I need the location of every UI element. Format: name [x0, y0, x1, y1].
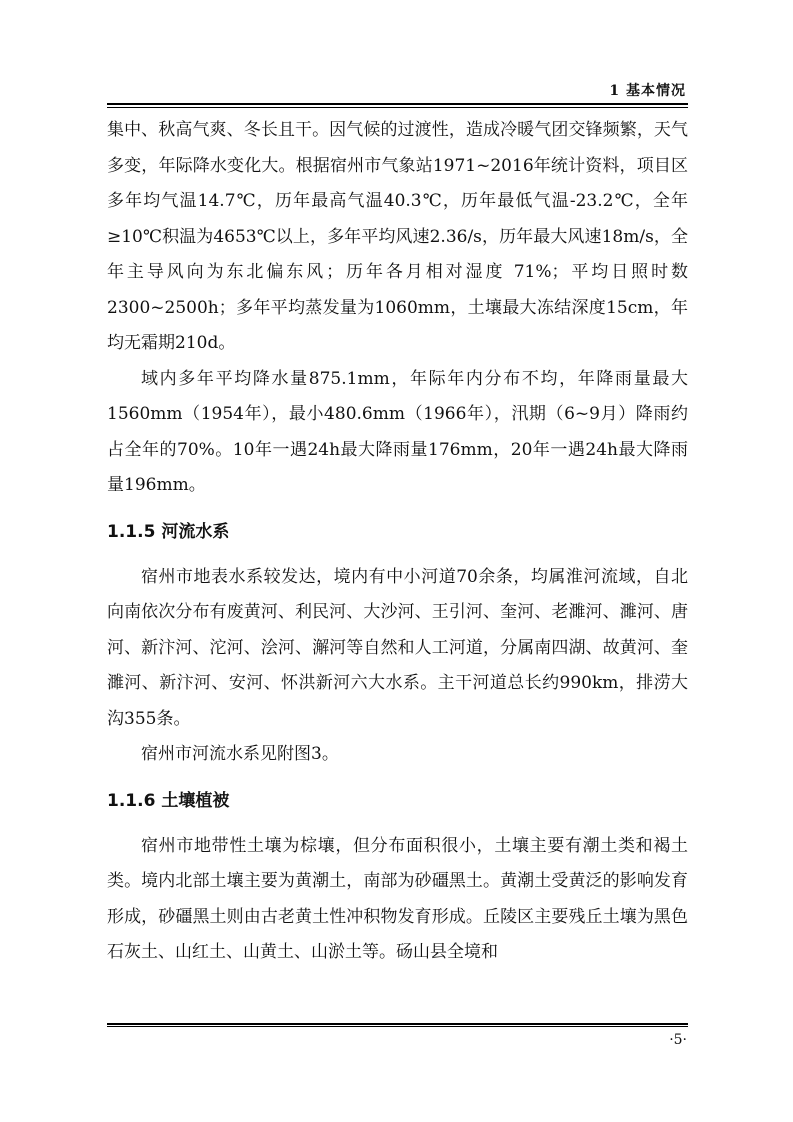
running-header: 1 基本情况 — [609, 83, 686, 99]
section-heading-rivers: 1.1.5 河流水系 — [107, 521, 230, 542]
page-number: ·5· — [669, 1032, 687, 1048]
footer-rule — [107, 1023, 688, 1027]
paragraph-precipitation: 域内多年平均降水量875.1mm，年际年内分布不均，年降雨量最大1560mm（1954年），最小480.6mm（1966年），汛期（6~9月）降雨约占全年的70%。10年一遇24h最大降雨量176mm，20年一遇24h最大降雨量196mm。 — [107, 368, 688, 495]
header-rule — [107, 103, 688, 108]
paragraph-soil: 宿州市地带性土壤为棕壤，但分布面积很小，土壤主要有潮土类和褐土类。境内北部土壤主要为黄潮土，南部为砂礓黑土。黄潮土受黄泛的影响发育形成，砂礓黑土则由古老黄土性冲积物发育形成。丘陵区主要残丘土壤为黑色石灰土、山红土、山黄土、山淤土等。砀山县全境和 — [107, 835, 688, 962]
paragraph-rivers: 宿州市地表水系较发达，境内有中小河道70余条，均属淮河流域，自北向南依次分布有废黄河、利民河、大沙河、王引河、奎河、老濉河、濉河、唐河、新汴河、沱河、浍河、澥河等自然和人工河道，分属南四湖、故黄河、奎濉河、新汴河、安河、怀洪新河六大水系。主干河道总长约990km，排涝大沟355条。 — [107, 566, 688, 729]
body-text — [107, 113, 688, 971]
section-heading-soil: 1.1.6 土壤植被 — [107, 790, 230, 811]
paragraph-rivers-figure-ref: 宿州市河流水系见附图3。 — [141, 744, 339, 764]
paragraph-climate: 集中、秋高气爽、冬长且干。因气候的过渡性，造成冷暖气团交锋频繁，天气多变，年际降水变化大。根据宿州市气象站1971~2016年统计资料，项目区多年均气温14.7℃，历年最高气温40.3℃，历年最低气温-23.2℃，全年≥10℃积温为4653℃以上，多年平均风速2.36/s，历年最大风速18m/s，全年主导风向为东北偏东风；历年各月相对湿度 71%；平均日照时数2300~2500h；多年平均蒸发量为1060mm，土壤最大冻结深度15cm，年均无霜期210d。 — [107, 120, 688, 353]
